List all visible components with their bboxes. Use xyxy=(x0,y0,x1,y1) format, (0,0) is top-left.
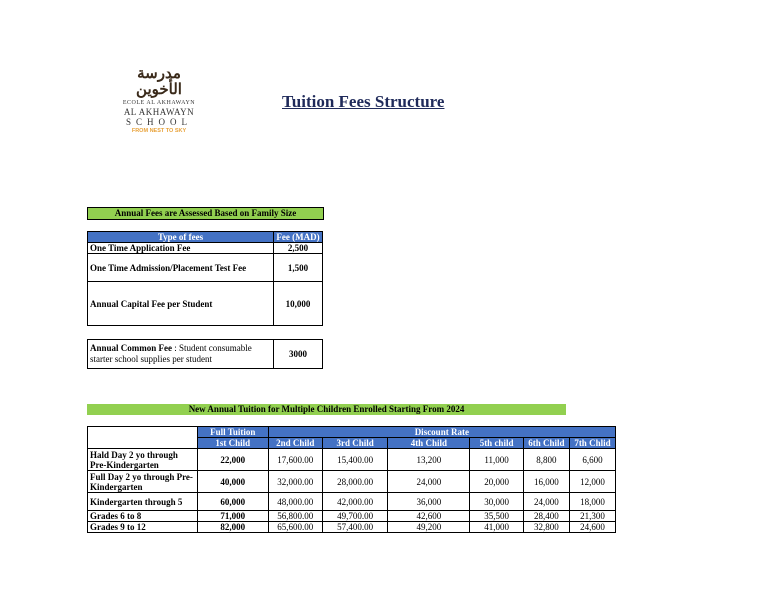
full-tuition-value: 82,000 xyxy=(197,522,268,533)
header-child-3: 3rd Child xyxy=(322,438,388,449)
discount-value: 15,400.00 xyxy=(322,449,388,471)
discount-value: 24,600 xyxy=(569,522,615,533)
common-fee-label xyxy=(88,340,274,369)
discount-value: 24,000 xyxy=(523,493,569,511)
discount-value: 42,000.00 xyxy=(322,493,388,511)
logo-tagline: FROM NEST TO SKY xyxy=(131,128,187,134)
discount-value: 48,000.00 xyxy=(268,493,322,511)
fee-value: 2,500 xyxy=(274,243,323,254)
header-child-1: 1st Child xyxy=(197,438,268,449)
discount-value: 28,400 xyxy=(523,511,569,522)
discount-value: 65,600.00 xyxy=(268,522,322,533)
full-tuition-value: 40,000 xyxy=(197,471,268,493)
table-row xyxy=(88,449,616,471)
discount-value: 57,400.00 xyxy=(322,522,388,533)
fee-label: One Time Admission/Placement Test Fee xyxy=(88,254,274,282)
discount-value: 36,000 xyxy=(388,493,470,511)
header-child-4: 4th Child xyxy=(388,438,470,449)
grade-label: Kindergarten through 5 xyxy=(88,493,198,511)
logo-school-word: SCHOOL xyxy=(125,117,192,127)
common-fee-value: 3000 xyxy=(274,340,323,369)
annual-fees-banner: Annual Fees are Assessed Based on Family Size xyxy=(87,207,324,220)
discount-value: 35,500 xyxy=(470,511,524,522)
multi-children-banner: New Annual Tuition for Multiple Children Enrolled Starting From 2024 xyxy=(87,404,566,415)
discount-value: 6,600 xyxy=(569,449,615,471)
fee-value: 10,000 xyxy=(274,282,323,326)
discount-value: 49,200 xyxy=(388,522,470,533)
discount-value: 8,800 xyxy=(523,449,569,471)
fee-label: Annual Capital Fee per Student xyxy=(88,282,274,326)
full-tuition-value: 22,000 xyxy=(197,449,268,471)
discount-value: 32,800 xyxy=(523,522,569,533)
discount-value: 56,800.00 xyxy=(268,511,322,522)
discount-value: 24,000 xyxy=(388,471,470,493)
header-child-5: 5th child xyxy=(470,438,524,449)
logo-arabic-text: مدرسة الأخوين xyxy=(136,66,182,98)
fees-table-header-row xyxy=(88,232,323,243)
fee-value: 1,500 xyxy=(274,254,323,282)
discount-value: 30,000 xyxy=(470,493,524,511)
discount-value: 49,700.00 xyxy=(322,511,388,522)
common-fee-label-rest: : Student consumable starter school supplies per student xyxy=(90,343,252,364)
grade-label: Full Day 2 yo through Pre-Kindergarten xyxy=(88,471,198,493)
discount-value: 11,000 xyxy=(470,449,524,471)
discount-value: 42,600 xyxy=(388,511,470,522)
discount-value: 20,000 xyxy=(470,471,524,493)
discount-value: 12,000 xyxy=(569,471,615,493)
header-child-6: 6th Child xyxy=(523,438,569,449)
school-logo xyxy=(118,66,200,134)
fee-label: One Time Application Fee xyxy=(88,243,274,254)
full-tuition-value: 60,000 xyxy=(197,493,268,511)
logo-latin-small: ECOLE AL AKHAWAYN xyxy=(122,100,196,106)
header-child-2: 2nd Child xyxy=(268,438,322,449)
tuition-table xyxy=(87,426,616,533)
discount-value: 32,000.00 xyxy=(268,471,322,493)
empty-corner-cell xyxy=(88,427,198,449)
header-type-of-fees: Type of fees xyxy=(88,232,274,243)
header-discount-rate: Discount Rate xyxy=(268,427,615,438)
discount-value: 17,600.00 xyxy=(268,449,322,471)
table-row xyxy=(88,282,323,326)
page-title: Tuition Fees Structure xyxy=(282,92,445,111)
table-row xyxy=(88,254,323,282)
table-row xyxy=(88,511,616,522)
discount-value: 16,000 xyxy=(523,471,569,493)
discount-value: 18,000 xyxy=(569,493,615,511)
table-row xyxy=(88,340,323,369)
grade-label: Hald Day 2 yo through Pre-Kindergarten xyxy=(88,449,198,471)
header-full-tuition: Full Tuition xyxy=(197,427,268,438)
common-fee-table xyxy=(87,339,323,369)
discount-value: 13,200 xyxy=(388,449,470,471)
tuition-group-header-row xyxy=(88,427,616,438)
grade-label: Grades 9 to 12 xyxy=(88,522,198,533)
fees-table xyxy=(87,231,323,326)
header-child-7: 7th Chlid xyxy=(569,438,615,449)
table-row xyxy=(88,493,616,511)
logo-latin-name: AL AKHAWAYN xyxy=(123,107,195,117)
full-tuition-value: 71,000 xyxy=(197,511,268,522)
discount-value: 28,000.00 xyxy=(322,471,388,493)
table-row xyxy=(88,471,616,493)
discount-value: 21,300 xyxy=(569,511,615,522)
common-fee-label-bold: Annual Common Fee xyxy=(90,343,173,353)
discount-value: 41,000 xyxy=(470,522,524,533)
header-fee-mad: Fee (MAD) xyxy=(274,232,323,243)
table-row xyxy=(88,522,616,533)
grade-label: Grades 6 to 8 xyxy=(88,511,198,522)
table-row xyxy=(88,243,323,254)
